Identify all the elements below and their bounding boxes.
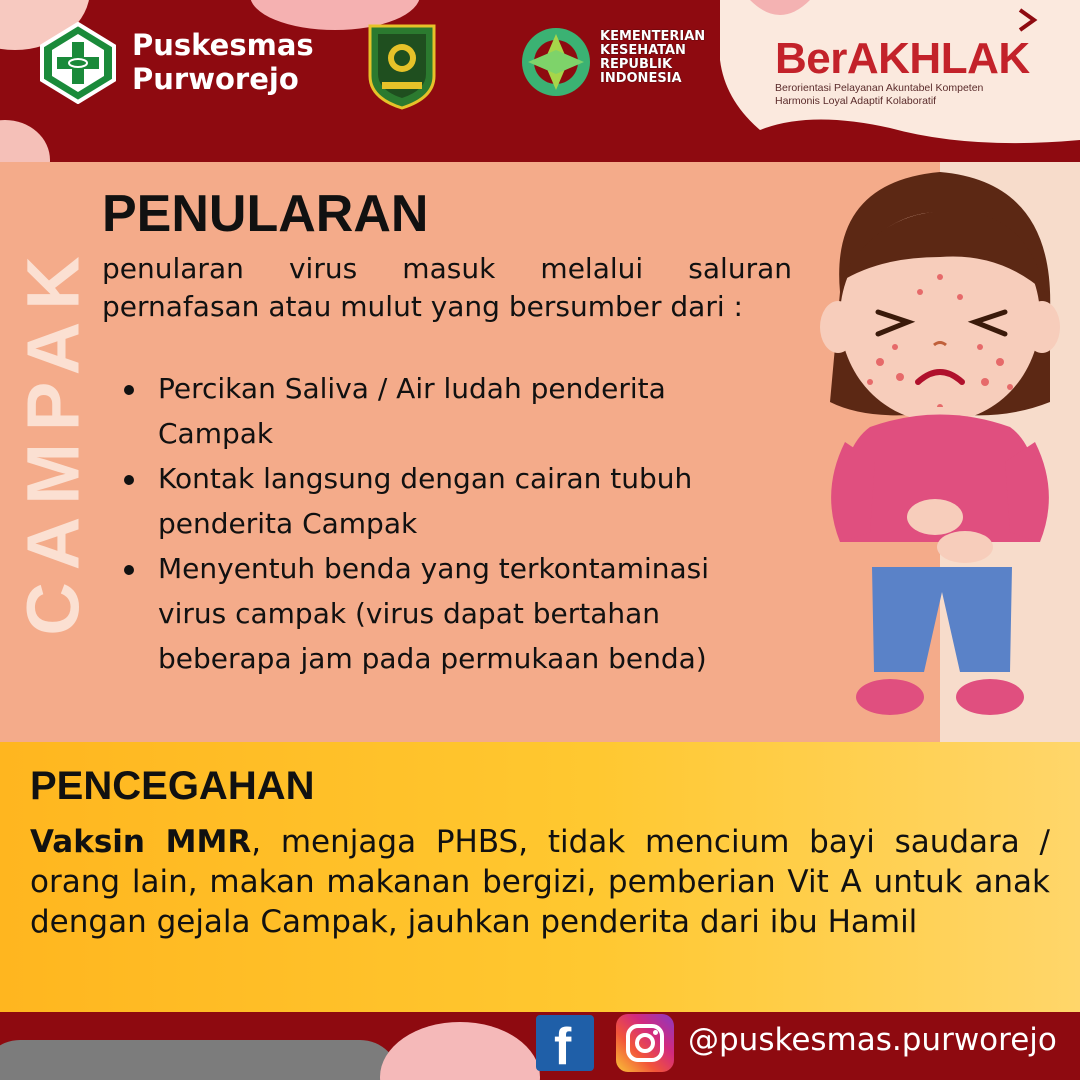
kemenkes-line2: KESEHATAN	[600, 43, 686, 58]
decor-blob	[0, 1040, 400, 1080]
decor-blob	[0, 120, 50, 162]
penularan-title: PENULARAN	[102, 185, 429, 243]
kemenkes-text	[600, 30, 720, 86]
pencegahan-title: PENCEGAHAN	[30, 764, 315, 808]
kemenkes-line4: INDONESIA	[600, 71, 682, 86]
puskesmas-name-line2: Purworejo	[132, 62, 299, 96]
pencegahan-text	[30, 822, 1050, 942]
penularan-intro: penularan virus masuk melalui saluran pernafasan atau mulut yang bersumber dari :	[102, 252, 792, 323]
list-item: Percikan Saliva / Air ludah penderita Campak	[120, 366, 780, 456]
berakhlak-title: BerAKHLAK	[775, 34, 1030, 83]
list-item: Kontak langsung dengan cairan tubuh penderita Campak	[120, 456, 780, 546]
campak-side-label	[11, 230, 95, 650]
puskesmas-logo-icon	[40, 22, 116, 104]
kemenkes-line1: KEMENTERIAN	[600, 29, 706, 44]
puskesmas-name-line1: Puskesmas	[132, 28, 314, 62]
kabupaten-emblem-icon	[366, 20, 438, 110]
facebook-icon[interactable]: f	[536, 1015, 594, 1071]
social-handle[interactable]: @puskesmas.purworejo	[688, 1022, 1057, 1058]
pencegahan-body: , menjaga PHBS, tidak mencium bayi saudara / orang lain, makan makanan bergizi, pemberian Vit A untuk anak dengan gejala Campak, jauhkan penderita dari ibu Hamil	[30, 824, 1050, 940]
penularan-list	[120, 366, 780, 681]
sick-child-illustration	[800, 162, 1080, 742]
list-item: Menyentuh benda yang terkontaminasi virus campak (virus dapat bertahan beberapa jam pada permukaan benda)	[120, 546, 780, 681]
decor-blob	[380, 1022, 540, 1080]
berakhlak-subtitle-1: Berorientasi Pelayanan Akuntabel Kompeten	[775, 82, 984, 94]
kemenkes-line3: REPUBLIK	[600, 57, 673, 72]
puskesmas-name	[132, 28, 314, 96]
pencegahan-bold-lead: Vaksin MMR	[30, 824, 252, 860]
instagram-icon[interactable]	[616, 1014, 674, 1072]
berakhlak-subtitle-2: Harmonis Loyal Adaptif Kolaboratif	[775, 95, 937, 107]
campak-side-text: CAMPAK	[11, 244, 95, 636]
